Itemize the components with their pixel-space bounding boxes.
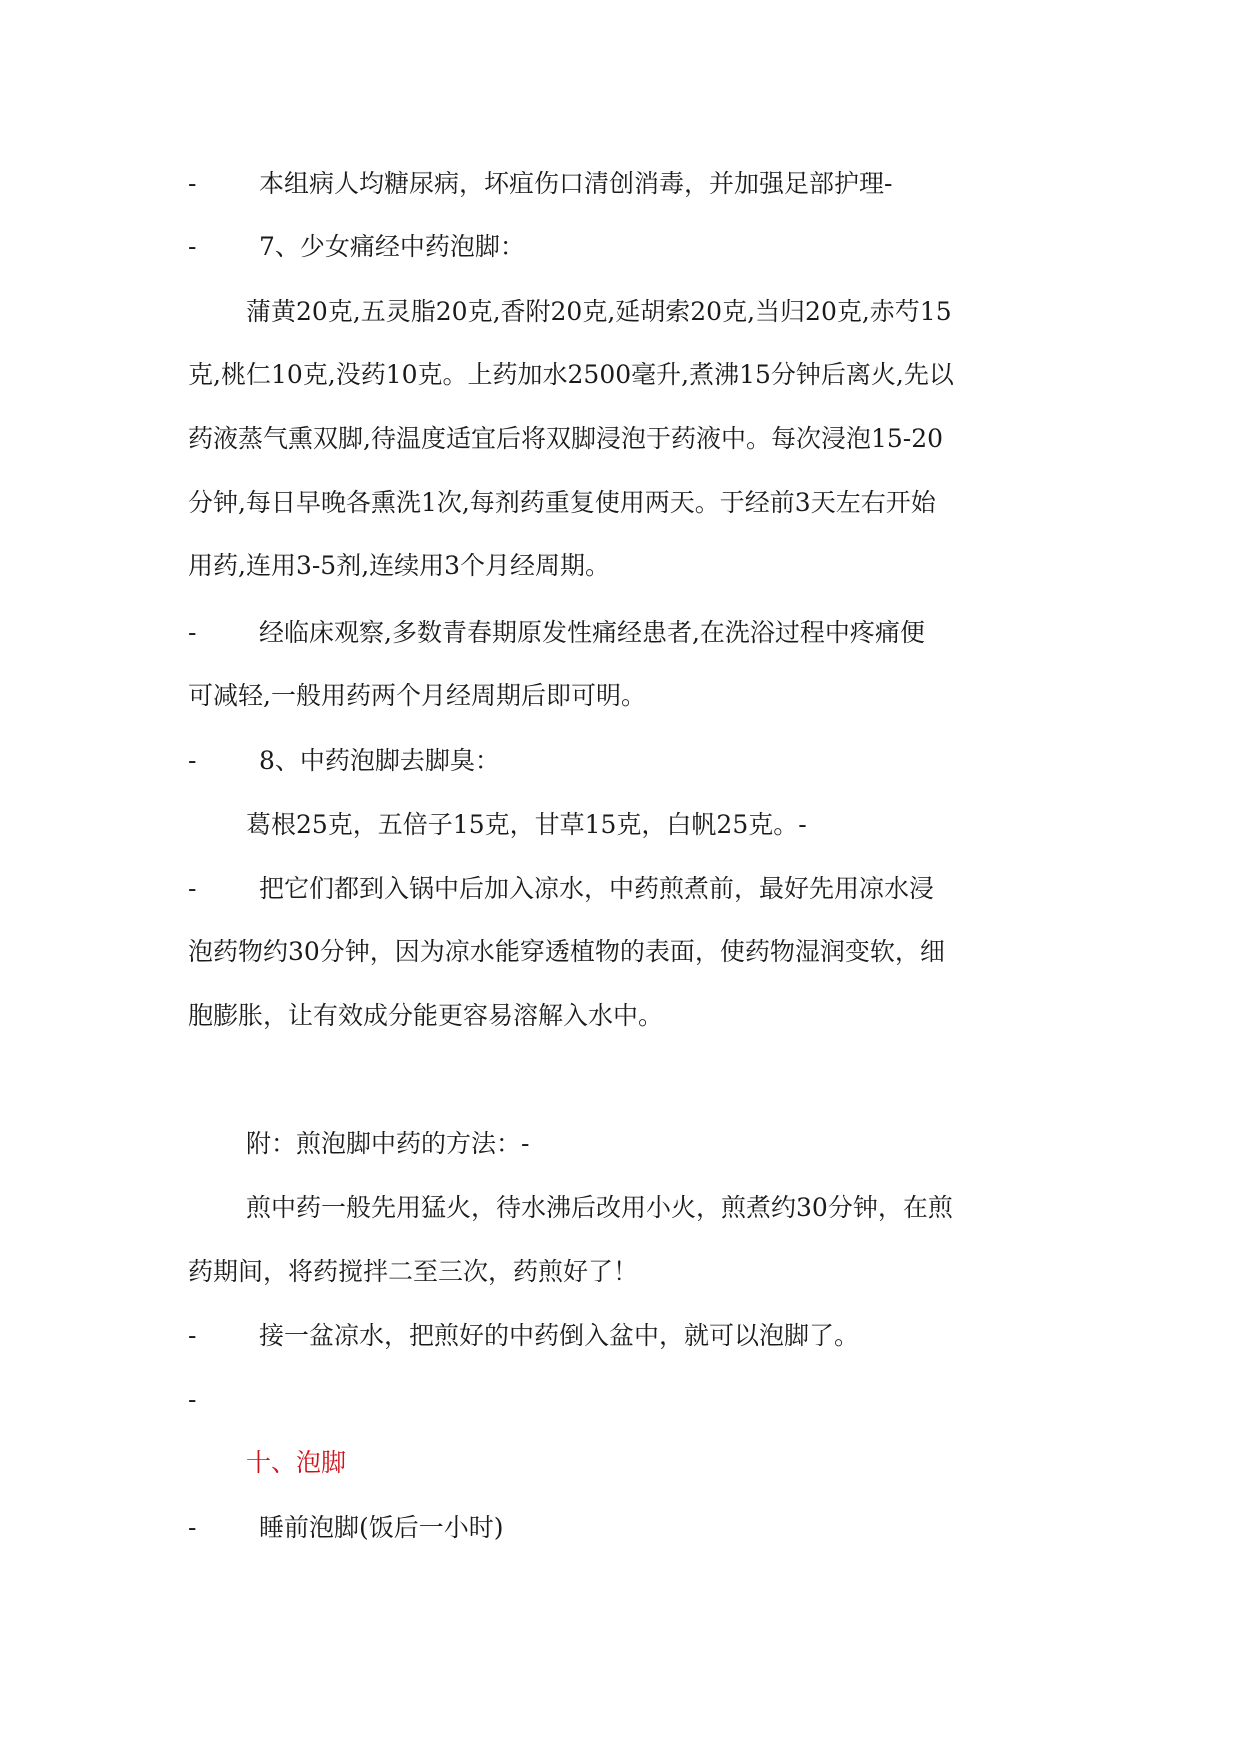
paragraph-line: 睡前泡脚(饭后一小时) xyxy=(259,1513,504,1542)
paragraph-line: 本组病人均糖尿病，坏疽伤口清创消毒，并加强足部护理- xyxy=(259,169,893,198)
paragraph-line: 药期间，将药搅拌二至三次，药煎好了！ xyxy=(188,1257,639,1286)
paragraph-line: 蒲黄20克,五灵脂20克,香附20克,延胡索20克,当归20克,赤芍15 xyxy=(246,297,952,326)
section-heading-10: 十、泡脚 xyxy=(246,1448,347,1477)
paragraph-line: 克,桃仁10克,没药10克。上药加水2500毫升,煮沸15分钟后离火,先以 xyxy=(188,360,954,389)
list-marker: - xyxy=(188,169,197,198)
paragraph-line: 胞膨胀，让有效成分能更容易溶解入水中。 xyxy=(188,1001,664,1030)
list-marker: - xyxy=(188,1513,197,1542)
paragraph-line: 经临床观察,多数青春期原发性痛经患者,在洗浴过程中疼痛便 xyxy=(259,618,925,647)
paragraph-line: 泡药物约30分钟，因为凉水能穿透植物的表面，使药物湿润变软，细 xyxy=(188,937,945,966)
paragraph-line: 分钟,每日早晚各熏洗1次,每剂药重复使用两天。于经前3天左右开始 xyxy=(188,488,936,517)
paragraph-line: 把它们都到入锅中后加入凉水，中药煎煮前，最好先用凉水浸 xyxy=(259,874,935,903)
appendix-heading: 附：煎泡脚中药的方法：- xyxy=(246,1129,530,1158)
list-marker: - xyxy=(188,618,197,647)
paragraph-line: 煎中药一般先用猛火，待水沸后改用小火，煎煮约30分钟，在煎 xyxy=(246,1193,953,1222)
section-heading-8: 8、中药泡脚去脚臭： xyxy=(259,746,500,775)
list-marker: - xyxy=(188,746,197,775)
list-marker: - xyxy=(188,874,197,903)
paragraph-line: 药液蒸气熏双脚,待温度适宜后将双脚浸泡于药液中。每次浸泡15-20 xyxy=(188,424,944,453)
section-heading-7: 7、少女痛经中药泡脚： xyxy=(259,232,525,261)
paragraph-line: 可减轻,一般用药两个月经周期后即可明。 xyxy=(188,681,646,710)
paragraph-line: 葛根25克，五倍子15克，甘草15克，白帆25克。- xyxy=(246,810,807,839)
list-marker: - xyxy=(188,232,197,261)
paragraph-line: 接一盆凉水，把煎好的中药倒入盆中，就可以泡脚了。 xyxy=(259,1321,860,1350)
list-marker: - xyxy=(188,1321,197,1350)
paragraph-line: 用药,连用3-5剂,连续用3个月经周期。 xyxy=(188,551,611,580)
list-marker: - xyxy=(188,1385,197,1414)
